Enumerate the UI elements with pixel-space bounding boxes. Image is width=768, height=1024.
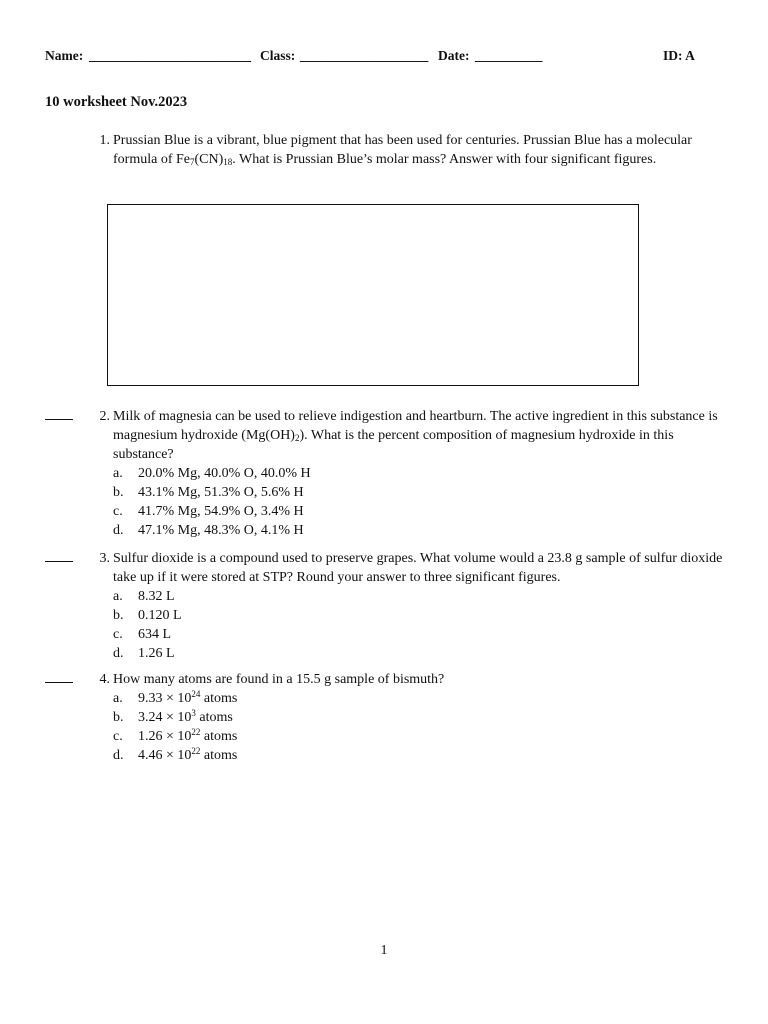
question-stem: Sulfur dioxide is a compound used to preserve grapes. What volume would a 23.8 g sample of sulfur dioxide take up if it were stored at STP? Round your answer to three significant figures. a. 8.32 L b. 0.120 L c. 634 L d. 1.26 L <box>113 549 725 663</box>
question-number: 2. <box>99 409 110 424</box>
choice-a[interactable]: a. 8.32 L <box>113 589 175 604</box>
question-number: 4. <box>99 672 110 687</box>
choice-b[interactable]: b. 0.120 L <box>113 608 182 623</box>
answer-blank[interactable] <box>45 407 73 420</box>
worksheet-title: 10 worksheet Nov.2023 <box>45 94 188 110</box>
answer-box[interactable] <box>107 204 639 386</box>
choice-c[interactable]: c. 634 L <box>113 627 172 642</box>
choice-c[interactable]: c. $1.26 \times 10^{22}$ atoms <box>113 727 238 744</box>
choice-d[interactable]: d. $4.46 \times 10^{22}$ atoms <box>113 746 238 763</box>
class-label: Class: <box>260 48 296 63</box>
answer-blank[interactable] <box>45 549 73 562</box>
choice-a[interactable]: a. 20.0% Mg, 40.0% O, 40.0% H <box>113 466 311 481</box>
question-number: 3. <box>99 551 110 566</box>
choice-b[interactable]: b. $3.24 \times 10^3$ atoms <box>113 708 233 725</box>
question-stem: Prussian Blue is a vibrant, blue pigment that has been used for centuries. Prussian Blue has a molecular formula of $Fe_7(CN)_{18}$. What is Prussian Blue’s molar mass? Answer with four significant figures. <box>113 133 692 167</box>
name-field[interactable]: ________________________ <box>89 48 251 63</box>
class-field[interactable]: ___________________ <box>300 48 429 63</box>
question-number: 1. <box>99 133 110 148</box>
date-field[interactable]: __________ <box>475 48 543 63</box>
date-label: Date: <box>438 48 470 63</box>
page-number: 1 <box>380 943 388 958</box>
question-stem: How many atoms are found in a 15.5 g sample of bismuth? a. $9.33 \times 10^{24}$ atoms b. $3.24 \times 10^3$ atoms c. $1.26 \times 10^{22}$ atoms d. $4.46 \times 10^{22}$ atoms <box>113 670 725 765</box>
choice-d[interactable]: d. 47.1% Mg, 48.3% O, 4.1% H <box>113 523 304 538</box>
answer-blank[interactable] <box>45 670 73 683</box>
choice-b[interactable]: b. 43.1% Mg, 51.3% O, 5.6% H <box>113 485 304 500</box>
choice-a[interactable]: a. $9.33 \times 10^{24}$ atoms <box>113 689 238 706</box>
question-stem: Milk of magnesia can be used to relieve indigestion and heartburn. The active ingredient in this substance is magnesium hydroxide $(Mg(OH)_2)$. What is the percent composition of magnesium hydroxide in this substance? a. 20.0% Mg, 40.0% O, 40.0% H b. 43.1% Mg, 51.3% O, 5.6% H c. 41.7% Mg, 54.9% O, 3.4% H d. 47.1% Mg, 48.3% O, 4.1% H <box>113 407 725 540</box>
id-label: ID: A <box>663 48 695 63</box>
name-label: Name: <box>45 48 84 63</box>
choice-d[interactable]: d. 1.26 L <box>113 646 175 661</box>
choice-c[interactable]: c. 41.7% Mg, 54.9% O, 3.4% H <box>113 504 304 519</box>
